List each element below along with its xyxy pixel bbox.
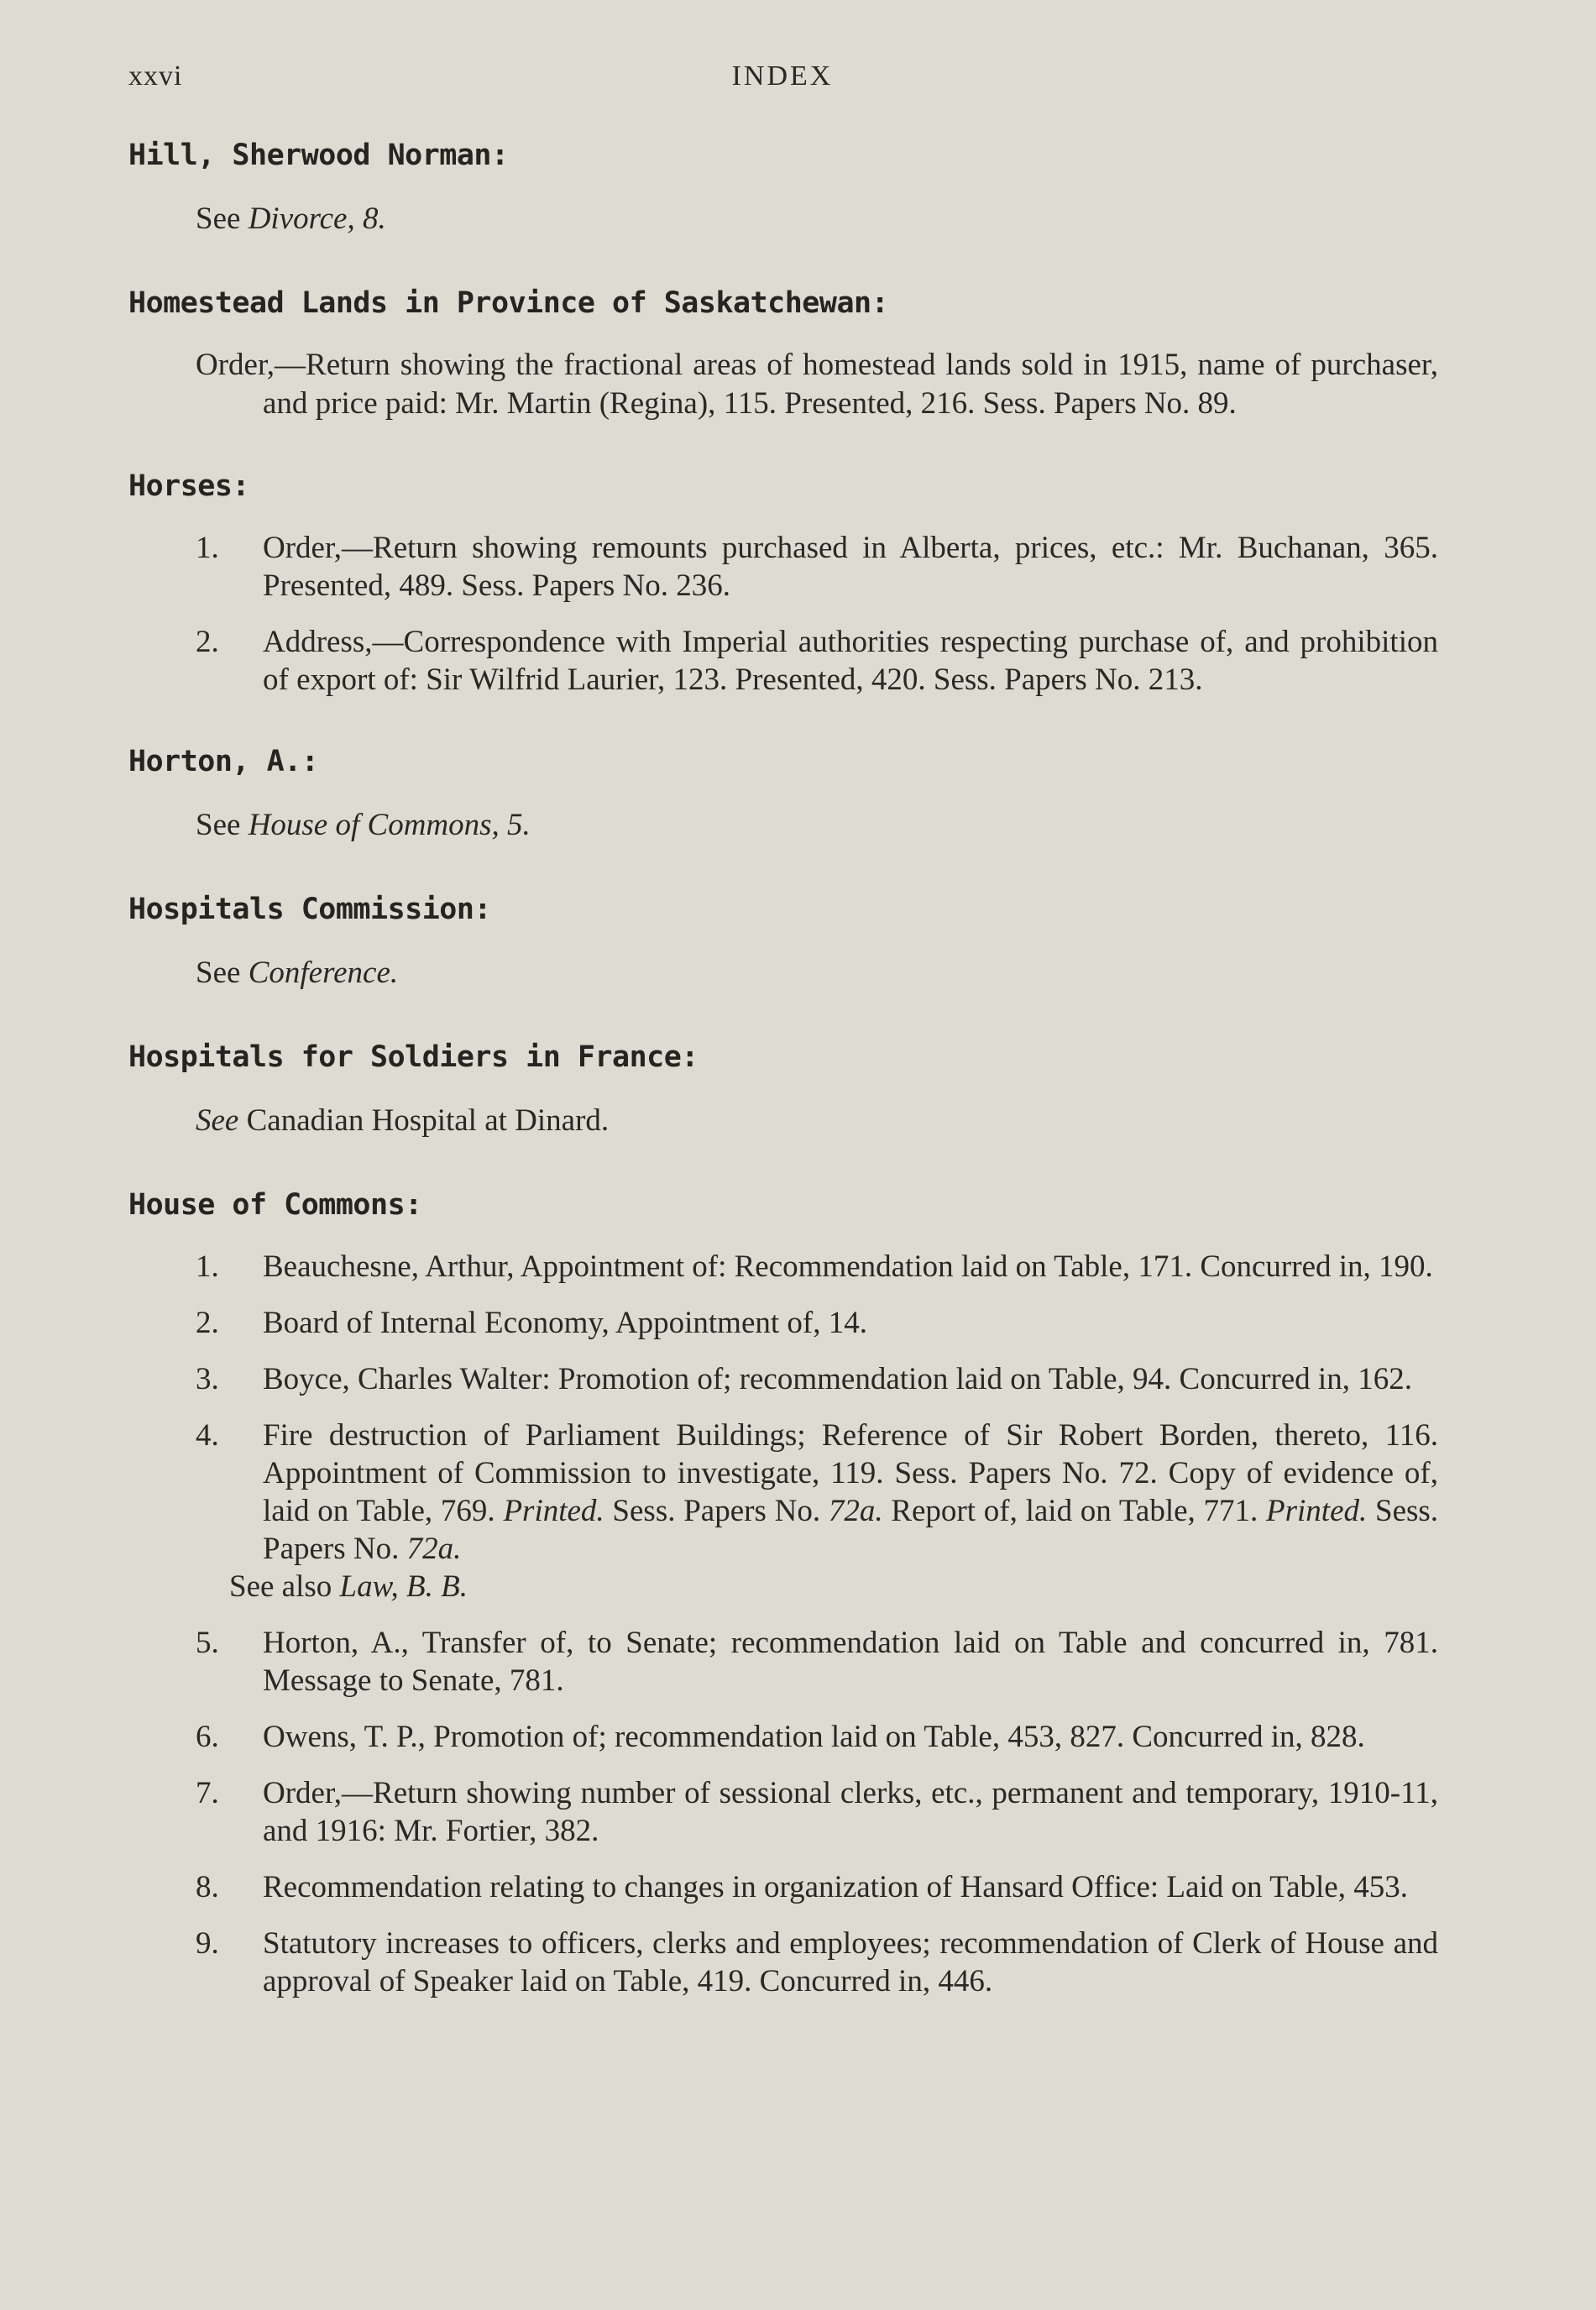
list-item [196, 1774, 1438, 1850]
running-title: INDEX [731, 60, 834, 92]
list-item [196, 623, 1438, 699]
see-target: Divorce, 8. [248, 202, 386, 236]
item-number: 9. [196, 1926, 219, 1961]
item-number: 8. [196, 1870, 219, 1904]
see-target: Conference. [248, 956, 399, 990]
entry-heading: Hospitals Commission: [128, 893, 492, 926]
item-text: Beauchesne, Arthur, Appointment of: Recommendation laid on Table, 171. Concurred in, 190. [263, 1249, 1433, 1284]
item-number: 1. [196, 1249, 219, 1284]
see-also-label: See also [229, 1569, 332, 1604]
see-label: See [196, 1103, 239, 1138]
item-number: 2. [196, 1306, 219, 1340]
cross-reference [196, 804, 1438, 846]
index-entry-hospitals-soldiers [128, 1036, 1438, 1142]
index-entry-hill [128, 134, 1438, 240]
entry-heading: Hill, Sherwood Norman: [128, 139, 509, 172]
list-item [196, 1925, 1438, 2000]
item-text: Owens, T. P., Promotion of; recommendation laid on Table, 453, 827. Concurred in, 828. [263, 1720, 1365, 1754]
index-entry-horses [128, 465, 1438, 699]
entry-heading: Hospitals for Soldiers in France: [128, 1040, 699, 1074]
index-entry-horton [128, 741, 1438, 846]
item-text-italic: 72a. [828, 1494, 883, 1528]
item-text: Statutory increases to officers, clerks and employees; recommendation of Clerk of House and approval of Speaker laid on Table, 419. Concurred in, 446. [263, 1926, 1438, 1998]
item-text-italic: 72a. [406, 1532, 462, 1566]
list-item [196, 1248, 1438, 1286]
see-also-target: Law, B. B. [339, 1569, 468, 1604]
entry-heading: Horton, A.: [128, 745, 319, 778]
see-label: See [196, 956, 241, 990]
list-item [196, 529, 1438, 605]
item-text: Sess. Papers No. [612, 1494, 821, 1528]
index-entry-homestead-lands [128, 282, 1438, 423]
list-item [196, 1868, 1438, 1906]
item-text: Order,—Return showing remounts purchased in Alberta, prices, etc.: Mr. Buchanan, 365. Presented, 489. Sess. Papers No. 236. [263, 531, 1438, 603]
index-entry-hospitals-commission [128, 888, 1438, 994]
see-label: See [196, 202, 241, 236]
page-header [128, 60, 1436, 102]
list-item [196, 1624, 1438, 1700]
cross-reference [196, 198, 1438, 240]
index-entry-house-of-commons [128, 1184, 1438, 2000]
item-text-italic: Printed. [1266, 1494, 1368, 1528]
item-number: 4. [196, 1418, 219, 1453]
item-text: Address,—Correspondence with Imperial authorities respecting purchase of, and prohibition of export of: Sir Wilfrid Laurier, 123. Presented, 420. Sess. Papers No. 213. [263, 625, 1438, 697]
entry-heading: Homestead Lands in Province of Saskatchewan: [128, 286, 889, 320]
item-text: Sess. Papers No. [263, 1494, 1439, 1566]
see-also-reference [229, 1568, 1438, 1605]
item-number: 5. [196, 1626, 219, 1660]
item-number: 3. [196, 1362, 219, 1396]
index-content [128, 134, 1438, 2042]
list-item [196, 1304, 1438, 1342]
item-text: Board of Internal Economy, Appointment of, 14. [263, 1306, 867, 1340]
item-text: Recommendation relating to changes in organization of Hansard Office: Laid on Table, 453. [263, 1870, 1408, 1904]
list-item [196, 1360, 1438, 1398]
list-item [196, 1417, 1438, 1568]
cross-reference [196, 952, 1438, 994]
entry-heading: House of Commons: [128, 1188, 422, 1222]
item-text-italic: Printed. [503, 1494, 604, 1528]
page-number: xxvi [128, 60, 183, 92]
item-number: 7. [196, 1776, 219, 1810]
cross-reference [196, 1100, 1438, 1142]
item-text: Fire destruction of Parliament Buildings; Reference of Sir Robert Borden, thereto, 116. Appointment of Commission to investigate, 119. Sess. Papers No. 72. Copy of evidence of, laid on Table, 769. [263, 1418, 1438, 1528]
see-target: Canadian Hospital at Dinard. [246, 1103, 610, 1138]
list-item [196, 1718, 1438, 1756]
item-text: Horton, A., Transfer of, to Senate; recommendation laid on Table and concurred in, 781. Message to Senate, 781. [263, 1626, 1438, 1698]
see-label: See [196, 808, 241, 842]
entry-heading: Horses: [128, 469, 250, 503]
item-text: Boyce, Charles Walter: Promotion of; recommendation laid on Table, 94. Concurred in, 162. [263, 1362, 1412, 1396]
item-number: 1. [196, 531, 219, 565]
item-text: Report of, laid on Table, 771. [891, 1494, 1258, 1528]
see-target: House of Commons, 5. [248, 808, 531, 842]
item-number: 6. [196, 1720, 219, 1754]
item-text: Order,—Return showing number of sessional clerks, etc., permanent and temporary, 1910-11, and 1916: Mr. Fortier, 382. [263, 1776, 1438, 1848]
entry-text: Order,—Return showing the fractional areas of homestead lands sold in 1915, name of purchaser, and price paid: Mr. Martin (Regina), 115. Presented, 216. Sess. Papers No. 89. [196, 348, 1438, 421]
item-number: 2. [196, 625, 219, 659]
